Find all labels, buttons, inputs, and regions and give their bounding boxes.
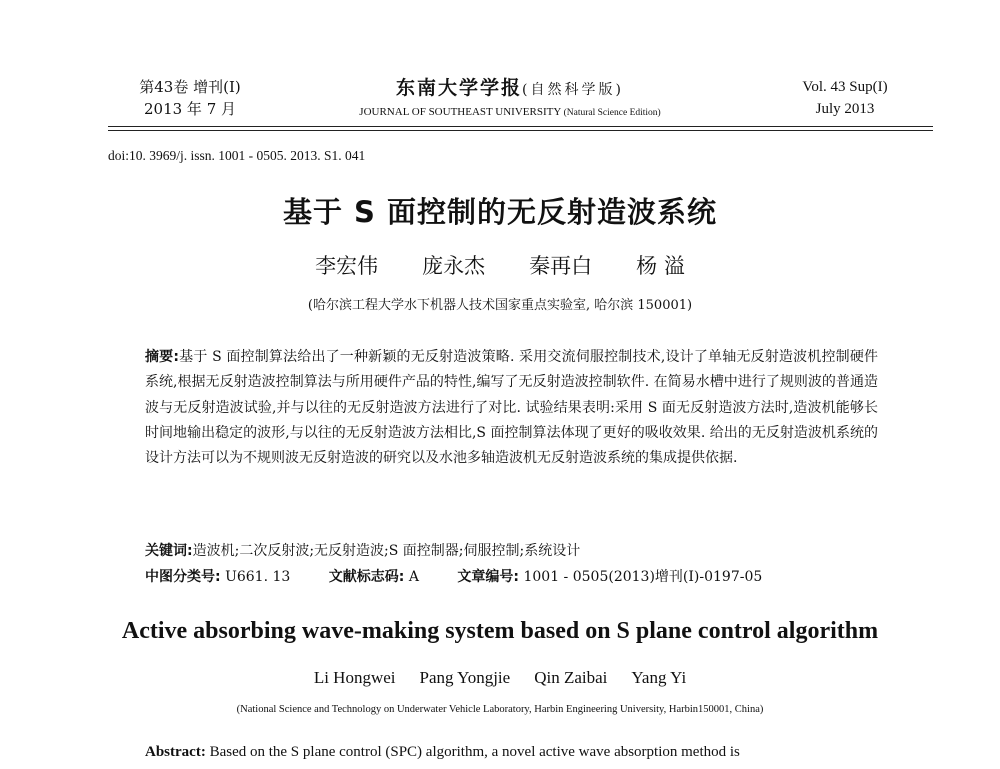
affiliation-cn: (哈尔滨工程大学水下机器人技术国家重点实验室, 哈尔滨 150001) [307, 298, 693, 313]
journal-edition-en: (Natural Science Edition) [563, 108, 661, 118]
article-no-label: 文章编号: [457, 569, 520, 585]
doc-code-value: A [408, 569, 419, 585]
abstract-cn-text: 基于 S 面控制算法给出了一种新颖的无反射造波策略. 采用交流伺服控制技术,设计了单轴无反射造波机控制硬件系统,根据无反射造波控制算法与所用硬件产品的特性,编写了无反射造波控制软件. 在简易水槽中进行了规则波的普通造波与无反射造波试验,并与以往的无反射造波方法进行了对比. 试验结果表明:采用 S 面无反射造波方法时,造波机能够长时间地输出稳定的波形,与以往的无反射造波方法相比,S 面控制算法体现了更好的吸收效果. 给出的无反射造波机系统的设计方法可以为不规则波无反射造波的研究以及水池多轴造波机无反射造波系统的集成提供依据. [145, 349, 878, 467]
header-rule-thin [108, 130, 933, 131]
authors-cn [0, 250, 1000, 280]
journal-masthead [300, 76, 720, 123]
journal-name-cn: 东南大学学报 [396, 77, 523, 99]
date-cn: 2013 年 7 月 [143, 100, 237, 118]
doc-code-label: 文献标志码: [328, 569, 405, 585]
author-en: Pang Yongjie [419, 668, 511, 687]
date-en: July 2013 [815, 101, 875, 117]
abstract-cn-label: 摘要: [145, 349, 179, 365]
volume-cn: 第43卷 增刊(I) [139, 78, 241, 96]
doi: doi:10. 3969/j. issn. 1001 - 0505. 2013. S1. 041 [108, 148, 366, 163]
journal-name-en: JOURNAL OF SOUTHEAST UNIVERSITY [359, 106, 561, 118]
author-cn: 秦再白 [529, 254, 593, 278]
keywords-cn-text: 造波机;二次反射波;无反射造波;S 面控制器;伺服控制;系统设计 [192, 543, 581, 559]
journal-volume-cn [110, 76, 270, 120]
abstract-en [145, 744, 905, 761]
classification-line [145, 566, 762, 588]
author-en: Qin Zaibai [534, 668, 608, 687]
author-en: Yang Yi [631, 668, 687, 687]
header-rule [108, 126, 933, 127]
keywords-cn-label: 关键词: [145, 543, 193, 559]
author-cn: 杨 溢 [636, 254, 685, 278]
volume-en: Vol. 43 Sup(I) [802, 79, 888, 95]
abstract-en-label: Abstract: [145, 744, 206, 760]
clc-value: U661. 13 [225, 569, 291, 585]
affiliation-en: (National Science and Technology on Underwater Vehicle Laboratory, Harbin Engineering University, Harbin150001, China) [236, 704, 764, 715]
authors-en [0, 668, 1000, 688]
paper-title-cn: 基于 S 面控制的无反射造波系统 [282, 195, 718, 229]
author-cn: 庞永杰 [422, 254, 486, 278]
author-cn: 李宏伟 [315, 254, 379, 278]
author-en: Li Hongwei [313, 668, 396, 687]
article-no-value: 1001 - 0505(2013)增刊(I)-0197-05 [523, 569, 763, 585]
journal-volume-en [760, 76, 930, 120]
journal-edition-cn: (自然科学版) [522, 82, 624, 98]
clc-label: 中图分类号: [145, 569, 221, 585]
abstract-en-text: Based on the S plane control (SPC) algorithm, a novel active wave absorption method is [209, 744, 740, 760]
paper-title-en: Active absorbing wave-making system based on S plane control algorithm [121, 618, 879, 644]
abstract-cn [145, 345, 878, 471]
keywords-cn [145, 540, 580, 562]
